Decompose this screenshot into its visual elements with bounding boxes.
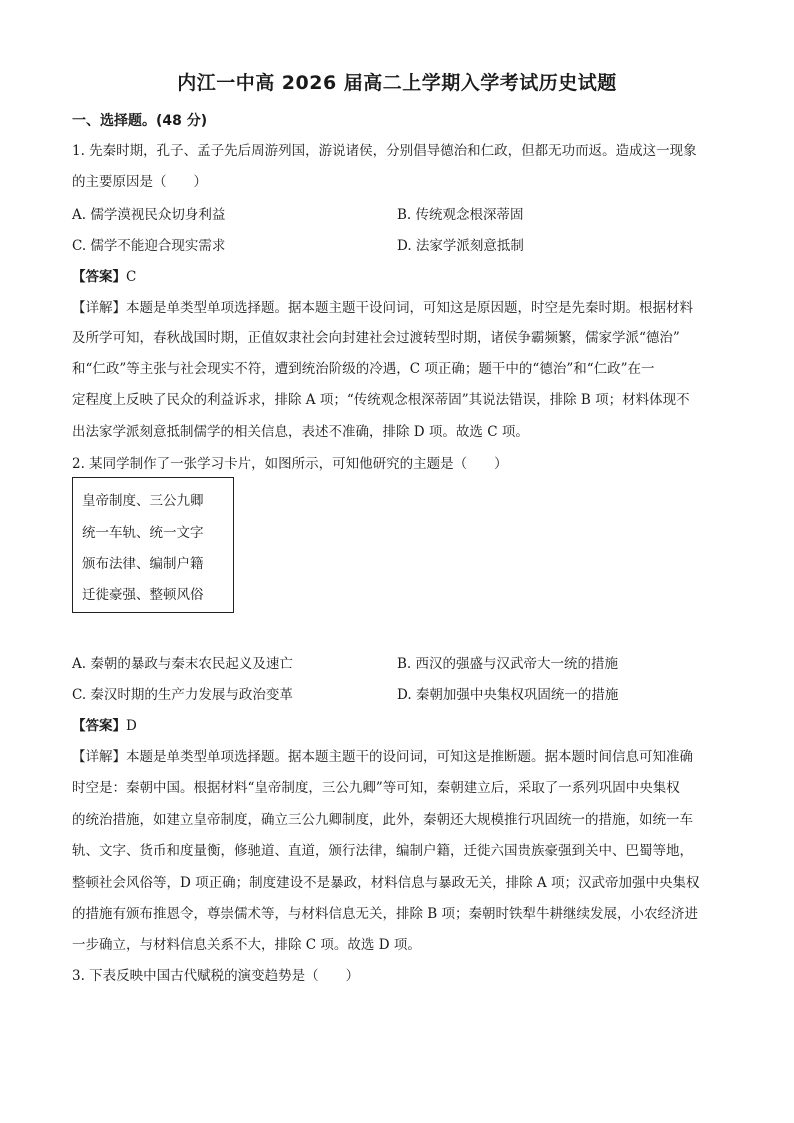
q2-detail-line: 的统治措施，如建立皇帝制度，确立三公九卿制度，此外，秦朝还大规模推行巩固统一的措施，如统一车 <box>72 812 693 828</box>
section-header: 一、选择题。(48 分) <box>72 113 208 129</box>
q1-stem-line1: 1. 先秦时期，孔子、孟子先后周游列国，游说诸侯，分别倡导德治和仁政，但都无功而返。造成这一现象 <box>72 143 697 159</box>
q1-detail-line: 及所学可知，春秋战国时期，正值奴隶社会向封建社会过渡转型时期，诸侯争霸频繁，儒家学派“德治” <box>72 330 680 346</box>
answer-value: D <box>126 718 137 734</box>
q1-detail-line: 和“仁政”等主张与社会现实不符，遭到统治阶级的冷遇，C 项正确；题干中的“德治”和“仁政”在一 <box>72 361 655 377</box>
q1-option-a: A. 儒学漠视民众切身利益 <box>72 207 226 223</box>
q1-detail-line: 【详解】本题是单类型单项选择题。据本题主题干设问词，可知这是原因题，时空是先秦时期。根据材料 <box>72 300 693 316</box>
q3-stem: 3. 下表反映中国古代赋税的演变趋势是（ ） <box>72 968 360 984</box>
q2-detail-line: 整顿社会风俗等，D 项正确；制度建设不是暴政，材料信息与暴政无关，排除 A 项；汉武帝加强中央集权 <box>72 875 700 891</box>
card-item: 皇帝制度、三公九卿 <box>82 493 204 509</box>
card-item: 迁徙豪强、整顿风俗 <box>82 587 204 603</box>
q2-option-c: C. 秦汉时期的生产力发展与政治变革 <box>72 687 293 703</box>
q1-stem-line2: 的主要原因是（ ） <box>72 174 207 190</box>
q1-option-d: D. 法家学派刻意抵制 <box>397 238 524 254</box>
page-title: 内江一中高 2026 届高二上学期入学考试历史试题 <box>177 72 617 94</box>
card-item: 统一车轨、统一文字 <box>82 525 204 541</box>
q1-option-c: C. 儒学不能迎合现实需求 <box>72 238 226 254</box>
q1-answer <box>72 265 136 285</box>
q1-option-b: B. 传统观念根深蒂固 <box>397 207 524 223</box>
q2-detail-line: 的措施有颁布推恩令，尊崇儒术等，与材料信息无关，排除 B 项；秦朝时铁犁牛耕继续发展，小农经济进 <box>72 906 699 922</box>
q2-detail-line: 一步确立，与材料信息关系不大，排除 C 项。故选 D 项。 <box>72 937 421 953</box>
q1-detail-line: 定程度上反映了民众的利益诉求，排除 A 项；“传统观念根深蒂固”其说法错误，排除 B 项；材料体现不 <box>72 392 690 408</box>
q2-answer <box>72 714 137 734</box>
q2-detail-line: 轨、文字、货币和度量衡，修驰道、直道，颁行法律，编制户籍，迁徙六国贵族豪强到关中、巴蜀等地， <box>72 843 693 859</box>
q2-option-b: B. 西汉的强盛与汉武帝大一统的措施 <box>397 656 619 672</box>
answer-value: C <box>126 269 137 285</box>
study-card <box>72 477 234 613</box>
q1-detail-line: 出法家学派刻意抵制儒学的相关信息，表述不准确，排除 D 项。故选 C 项。 <box>72 424 529 440</box>
q2-option-a: A. 秦朝的暴政与秦末农民起义及速亡 <box>72 656 293 672</box>
card-item: 颁布法律、编制户籍 <box>82 556 204 572</box>
answer-tag: 【答案】 <box>72 269 126 285</box>
answer-tag: 【答案】 <box>72 718 126 734</box>
q2-option-d: D. 秦朝加强中央集权巩固统一的措施 <box>397 687 619 703</box>
q2-detail-line: 【详解】本题是单类型单项选择题。据本题主题干的设问词，可知这是推断题。据本题时间信息可知准确 <box>72 749 693 765</box>
q2-detail-line: 时空是：秦朝中国。根据材料“皇帝制度，三公九卿”等可知，秦朝建立后，采取了一系列巩固中央集权 <box>72 780 680 796</box>
q2-stem: 2. 某同学制作了一张学习卡片，如图所示，可知他研究的主题是（ ） <box>72 456 508 472</box>
